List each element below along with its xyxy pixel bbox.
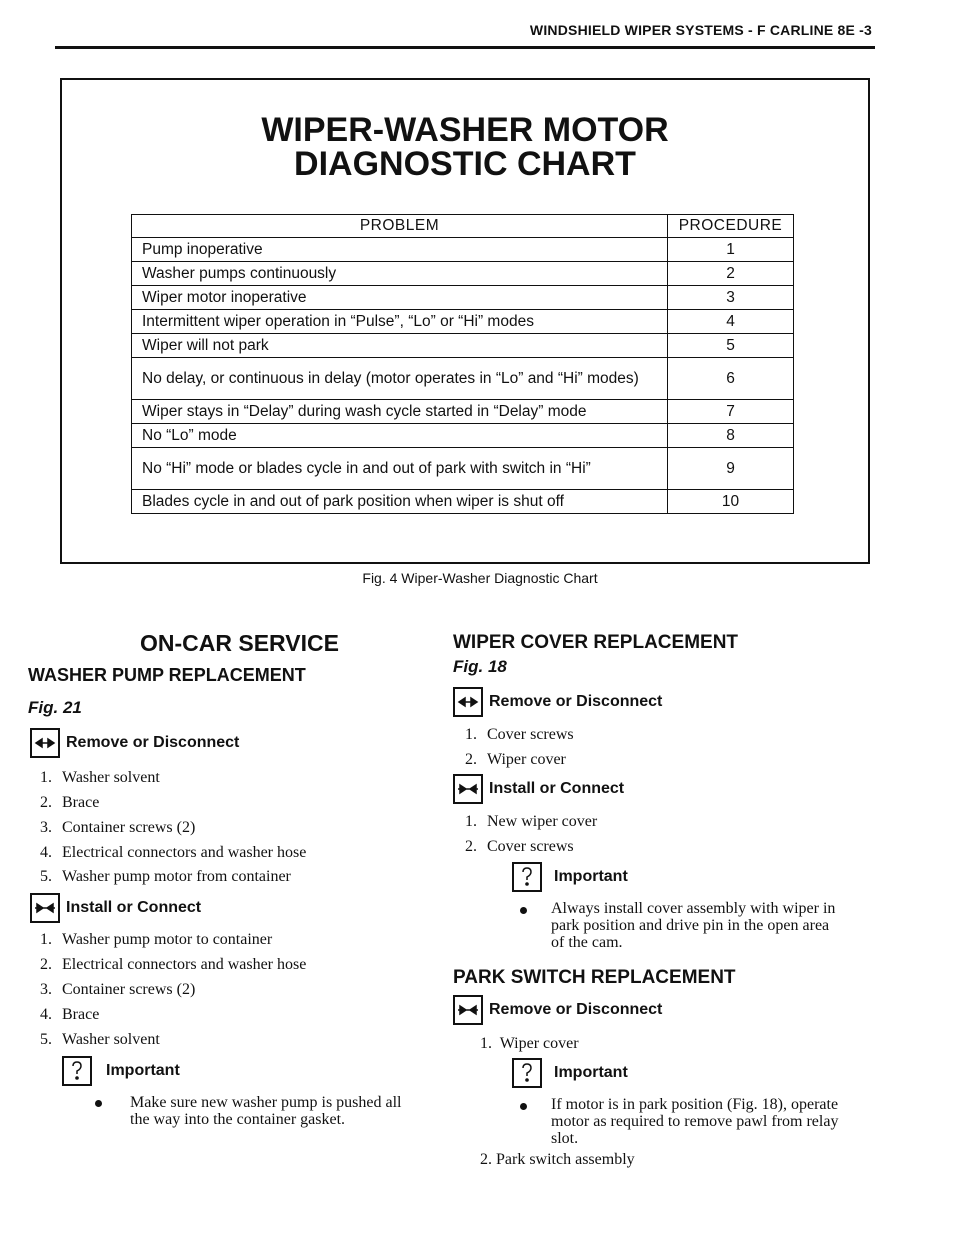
- item-text: Cover screws: [487, 838, 574, 855]
- table-row: [132, 400, 794, 424]
- procedure-cell: 1: [668, 238, 794, 262]
- list-item: [453, 750, 566, 770]
- list-item: [28, 867, 291, 887]
- remove-arrows-icon: [30, 728, 60, 758]
- item-text: Container screws (2): [62, 981, 196, 998]
- item-text: Washer pump motor from container: [62, 868, 291, 885]
- table-row: [132, 310, 794, 334]
- fig-reference: Fig. 21: [28, 698, 82, 717]
- install-label: Install or Connect: [489, 780, 625, 797]
- page-header-title: WINDSHIELD WIPER SYSTEMS - F CARLINE 8E -3: [529, 22, 872, 38]
- install-connect-heading: [453, 774, 624, 804]
- park-note-line-3: slot.: [551, 1130, 579, 1147]
- install-arrows-icon: [453, 774, 483, 804]
- table-row: [132, 490, 794, 514]
- park-note-line-2: motor as required to remove pawl from relay: [551, 1113, 839, 1130]
- remove-label: Remove or Disconnect: [489, 693, 663, 710]
- column-header-procedure: PROCEDURE: [668, 215, 794, 238]
- important-label: Important: [106, 1062, 180, 1079]
- chart-title-line-1: WIPER-WASHER MOTOR: [261, 111, 669, 149]
- important-note-line-3: of the cam.: [551, 934, 623, 951]
- remove-label: Remove or Disconnect: [489, 1001, 663, 1018]
- bullet-icon: [520, 907, 527, 914]
- problem-cell: Wiper motor inoperative: [132, 286, 668, 310]
- item-number: 2.: [40, 956, 52, 973]
- problem-cell: Wiper stays in “Delay” during wash cycle started in “Delay” mode: [132, 400, 668, 424]
- header-rule: [55, 46, 875, 49]
- important-icon: [512, 1058, 542, 1088]
- item-text: Brace: [62, 794, 100, 811]
- section-title-park-switch: PARK SWITCH REPLACEMENT: [453, 967, 736, 988]
- table-row: [132, 286, 794, 310]
- diagnostic-table: [131, 214, 794, 514]
- list-item: [28, 818, 195, 838]
- install-label: Install or Connect: [66, 899, 202, 916]
- item-number: 1.: [40, 769, 52, 786]
- item-number: 1.: [465, 726, 477, 743]
- important-icon: [512, 862, 542, 892]
- important-heading: [512, 1058, 628, 1088]
- table-row: [132, 358, 794, 400]
- remove-disconnect-heading: [30, 728, 239, 758]
- list-item: [28, 955, 306, 975]
- table-row: [132, 334, 794, 358]
- chart-title-line-2: DIAGNOSTIC CHART: [294, 145, 636, 183]
- important-note-line-1: Make sure new washer pump is pushed all: [130, 1094, 402, 1111]
- item-text: Washer solvent: [62, 1031, 160, 1048]
- table-row: [132, 238, 794, 262]
- list-item: [28, 768, 160, 788]
- problem-cell: Pump inoperative: [132, 238, 668, 262]
- section-title-on-car-service: ON-CAR SERVICE: [140, 630, 339, 656]
- item-number: 2.: [465, 751, 477, 768]
- remove-label: Remove or Disconnect: [66, 734, 240, 751]
- problem-cell: Wiper will not park: [132, 334, 668, 358]
- item-number: 4.: [40, 1006, 52, 1023]
- subtitle-washer-pump-replacement: WASHER PUMP REPLACEMENT: [28, 665, 306, 685]
- install-connect-heading: [30, 893, 201, 923]
- problem-cell: No “Lo” mode: [132, 424, 668, 448]
- bullet-icon: [95, 1100, 102, 1107]
- table-row: [132, 424, 794, 448]
- important-note-line-2: park position and drive pin in the open area: [551, 917, 830, 934]
- problem-cell: Intermittent wiper operation in “Pulse”, “Lo” or “Hi” modes: [132, 310, 668, 334]
- park-note-line-1: If motor is in park position (Fig. 18), operate: [551, 1096, 839, 1113]
- important-heading: [512, 862, 628, 892]
- item-text: Electrical connectors and washer hose: [62, 844, 307, 861]
- list-item: [28, 1005, 99, 1025]
- important-note-line-1: Always install cover assembly with wiper in: [551, 900, 836, 917]
- list-item: 2. Park switch assembly: [480, 1151, 635, 1168]
- remove-disconnect-heading: [453, 995, 662, 1025]
- item-text: Brace: [62, 1006, 100, 1023]
- list-item: [28, 1030, 160, 1050]
- procedure-cell: 3: [668, 286, 794, 310]
- list-item: [453, 837, 574, 857]
- item-number: 2.: [465, 838, 477, 855]
- column-header-problem: PROBLEM: [132, 215, 668, 238]
- procedure-cell: 2: [668, 262, 794, 286]
- remove-arrows-icon: [453, 995, 483, 1025]
- important-label: Important: [554, 868, 628, 885]
- item-number: 1.: [40, 931, 52, 948]
- problem-cell: No “Hi” mode or blades cycle in and out of park with switch in “Hi”: [132, 448, 668, 490]
- procedure-cell: 9: [668, 448, 794, 490]
- list-item: [453, 812, 597, 832]
- important-note-line-2: the way into the container gasket.: [130, 1111, 346, 1128]
- procedure-cell: 8: [668, 424, 794, 448]
- remove-disconnect-heading: [453, 687, 662, 717]
- item-number: 4.: [40, 844, 52, 861]
- problem-cell: No delay, or continuous in delay (motor operates in “Lo” and “Hi” modes): [132, 358, 668, 400]
- item-number: 5.: [40, 868, 52, 885]
- problem-cell: Washer pumps continuously: [132, 262, 668, 286]
- item-number: 5.: [40, 1031, 52, 1048]
- important-label: Important: [554, 1064, 628, 1081]
- procedure-cell: 10: [668, 490, 794, 514]
- item-number: 2.: [40, 794, 52, 811]
- item-text: Wiper cover: [487, 751, 566, 768]
- item-text: Cover screws: [487, 726, 574, 743]
- item-number: 3.: [40, 819, 52, 836]
- install-arrows-icon: [30, 893, 60, 923]
- procedure-cell: 6: [668, 358, 794, 400]
- list-item: [28, 843, 306, 863]
- list-item: [28, 930, 272, 950]
- remove-arrows-icon: [453, 687, 483, 717]
- problem-cell: Blades cycle in and out of park position when wiper is shut off: [132, 490, 668, 514]
- important-icon: [62, 1056, 92, 1086]
- item-text: Washer pump motor to container: [62, 931, 273, 948]
- section-title-wiper-cover: WIPER COVER REPLACEMENT: [453, 632, 739, 653]
- item-text: New wiper cover: [487, 813, 598, 830]
- fig-reference: Fig. 18: [453, 657, 507, 676]
- item-text: Electrical connectors and washer hose: [62, 956, 307, 973]
- item-text: Container screws (2): [62, 819, 196, 836]
- list-item: [453, 725, 574, 745]
- list-item: [28, 793, 99, 813]
- list-item: [28, 980, 195, 1000]
- figure-caption: Fig. 4 Wiper-Washer Diagnostic Chart: [362, 570, 598, 586]
- procedure-cell: 7: [668, 400, 794, 424]
- procedure-cell: 4: [668, 310, 794, 334]
- item-number: 1.: [465, 813, 477, 830]
- table-row: [132, 262, 794, 286]
- bullet-icon: [520, 1103, 527, 1110]
- important-heading: [62, 1056, 180, 1086]
- procedure-cell: 5: [668, 334, 794, 358]
- item-text: Washer solvent: [62, 769, 160, 786]
- table-row: [132, 448, 794, 490]
- list-item: 1. Wiper cover: [480, 1035, 579, 1052]
- item-number: 3.: [40, 981, 52, 998]
